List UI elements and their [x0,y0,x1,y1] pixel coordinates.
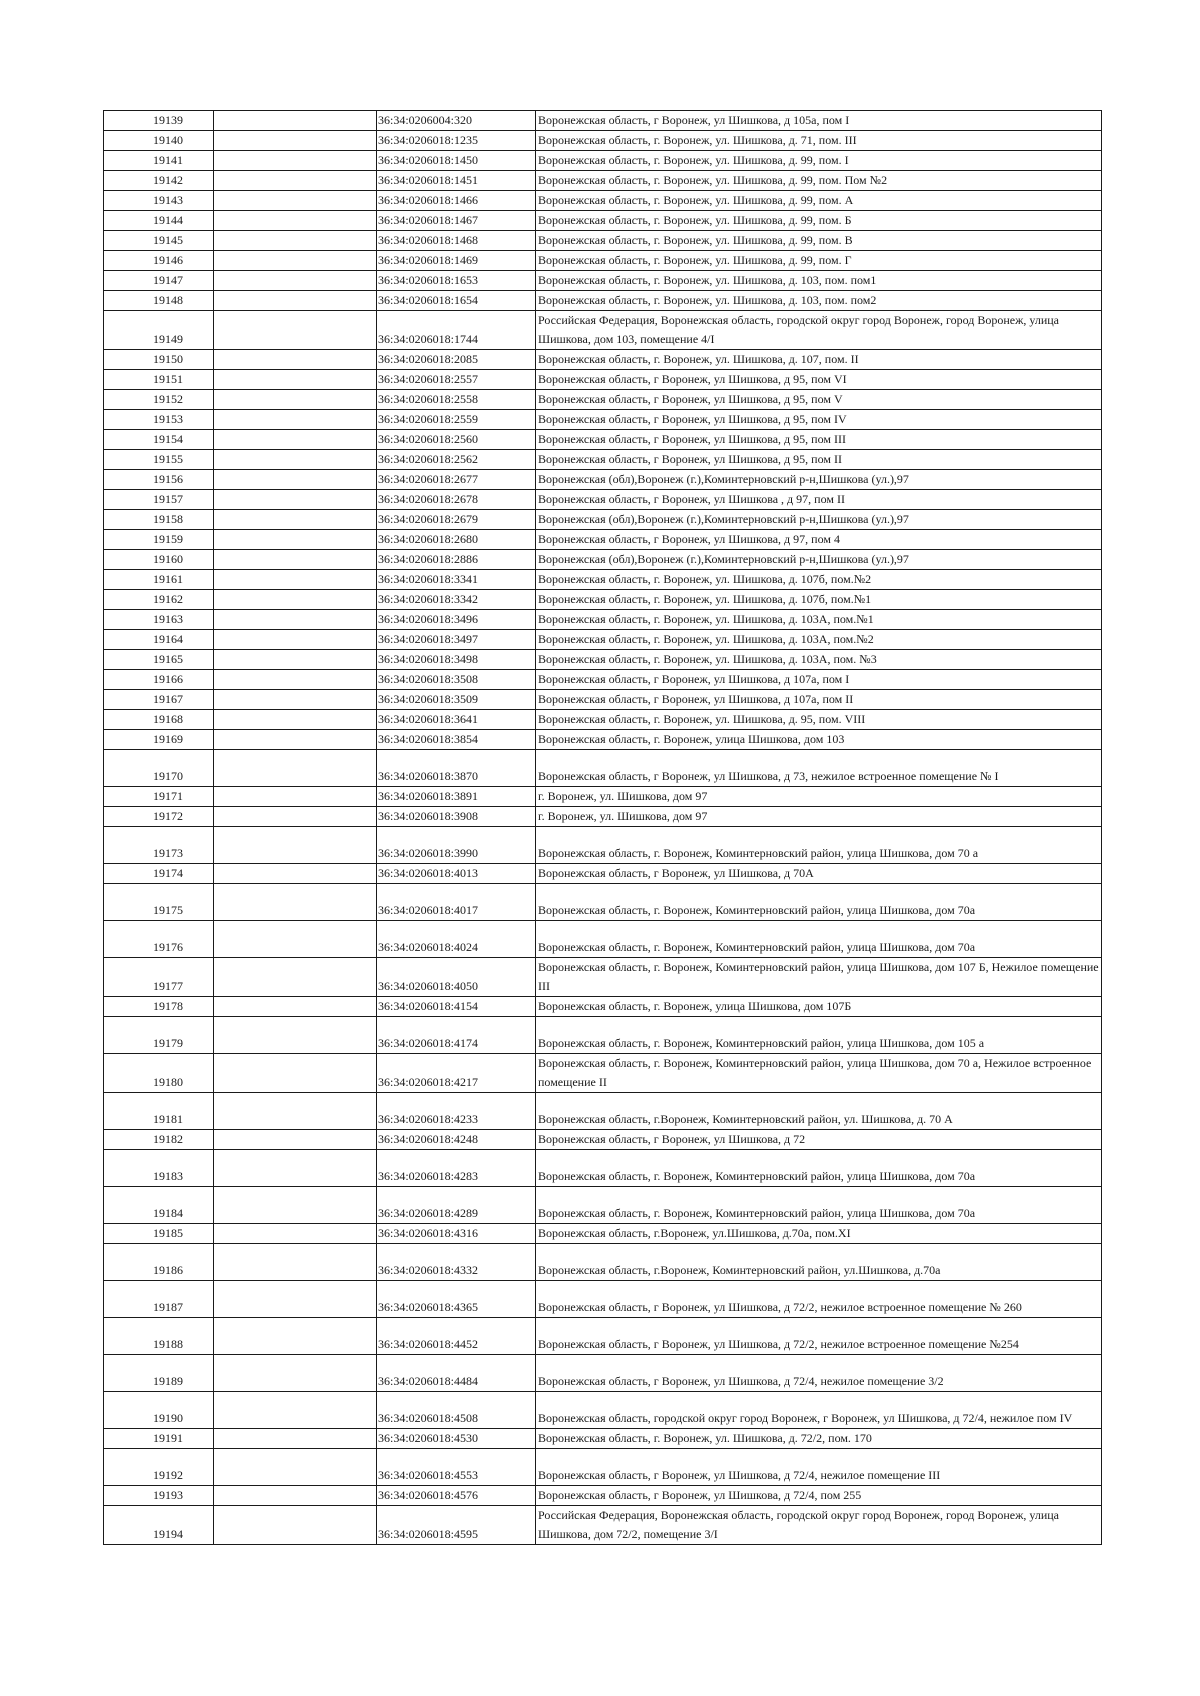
row-number-cell: 19176 [104,921,214,958]
address-cell: Воронежская область, г. Воронеж, Коминтерновский район, улица Шишкова, дом 70 а [536,827,1102,864]
row-number-cell: 19157 [104,490,214,510]
row-number-cell: 19192 [104,1449,214,1486]
address-cell: Воронежская область, г Воронеж, ул Шишкова, д 72/2, нежилое встроенное помещение № 260 [536,1281,1102,1318]
empty-cell [214,430,377,450]
row-number-cell: 19139 [104,111,214,131]
cadastral-number-cell: 36:34:0206018:4332 [377,1244,536,1281]
cadastral-number-cell: 36:34:0206018:3891 [377,787,536,807]
cadastral-number-cell: 36:34:0206018:1654 [377,291,536,311]
row-number-cell: 19190 [104,1392,214,1429]
table-row [104,670,1102,690]
row-number-cell: 19188 [104,1318,214,1355]
table-row [104,827,1102,864]
cadastral-number-cell: 36:34:0206018:3342 [377,590,536,610]
empty-cell [214,291,377,311]
address-cell: Воронежская область, г Воронеж, ул Шишкова, д 95, пом III [536,430,1102,450]
table-row [104,510,1102,530]
address-cell: Воронежская область, г. Воронеж, ул. Шишкова, д. 71, пом. III [536,131,1102,151]
address-cell: Воронежская область, г. Воронеж, Коминтерновский район, улица Шишкова, дом 107 Б, Нежилое помещение III [536,958,1102,997]
table-row [104,470,1102,490]
empty-cell [214,410,377,430]
empty-cell [214,997,377,1017]
address-cell: Воронежская область, г. Воронеж, ул. Шишкова, д. 103А, пом. №3 [536,650,1102,670]
table-row [104,291,1102,311]
cadastral-number-cell: 36:34:0206018:1469 [377,251,536,271]
empty-cell [214,311,377,350]
table-row [104,787,1102,807]
address-cell: Воронежская область, г. Воронеж, Коминтерновский район, улица Шишкова, дом 70 а, Нежилое встроенное помещение II [536,1054,1102,1093]
address-cell: г. Воронеж, ул. Шишкова, дом 97 [536,807,1102,827]
table-row [104,271,1102,291]
row-number-cell: 19181 [104,1093,214,1130]
row-number-cell: 19185 [104,1224,214,1244]
empty-cell [214,1506,377,1545]
cadastral-number-cell: 36:34:0206018:1467 [377,211,536,231]
cadastral-number-cell: 36:34:0206018:4217 [377,1054,536,1093]
address-cell: Воронежская область, г.Воронеж, Коминтерновский район, ул. Шишкова, д. 70 А [536,1093,1102,1130]
cadastral-number-cell: 36:34:0206018:3508 [377,670,536,690]
address-cell: Воронежская область, г. Воронеж, ул. Шишкова, д. 99, пом. I [536,151,1102,171]
table-row [104,111,1102,131]
table-row [104,550,1102,570]
row-number-cell: 19191 [104,1429,214,1449]
row-number-cell: 19162 [104,590,214,610]
address-cell: Воронежская область, г. Воронеж, Коминтерновский район, улица Шишкова, дом 105 а [536,1017,1102,1054]
cadastral-number-cell: 36:34:0206018:2559 [377,410,536,430]
row-number-cell: 19148 [104,291,214,311]
table-row [104,131,1102,151]
table-row [104,650,1102,670]
empty-cell [214,650,377,670]
empty-cell [214,787,377,807]
row-number-cell: 19158 [104,510,214,530]
row-number-cell: 19165 [104,650,214,670]
address-cell: Российская Федерация, Воронежская область, городской округ город Воронеж, город Воронеж, улица Шишкова, дом 72/2, помещение 3/I [536,1506,1102,1545]
table-row [104,1392,1102,1429]
empty-cell [214,1486,377,1506]
address-cell: Воронежская область, г Воронеж, ул Шишкова, д 70А [536,864,1102,884]
cadastral-number-cell: 36:34:0206018:4283 [377,1150,536,1187]
empty-cell [214,131,377,151]
cadastral-number-cell: 36:34:0206018:4289 [377,1187,536,1224]
cadastral-number-cell: 36:34:0206018:4553 [377,1449,536,1486]
empty-cell [214,1224,377,1244]
cadastral-number-cell: 36:34:0206004:320 [377,111,536,131]
cadastral-number-cell: 36:34:0206018:4050 [377,958,536,997]
table-row [104,171,1102,191]
address-cell: Воронежская область, г Воронеж, ул Шишкова, д 97, пом 4 [536,530,1102,550]
address-cell: Воронежская область, г Воронеж, ул Шишкова, д 72/4, нежилое помещение III [536,1449,1102,1486]
table-row [104,1244,1102,1281]
empty-cell [214,151,377,171]
address-cell: Воронежская область, г Воронеж, ул Шишкова , д 97, пом II [536,490,1102,510]
address-cell: Воронежская (обл),Воронеж (г.),Коминтерновский р-н,Шишкова (ул.),97 [536,470,1102,490]
empty-cell [214,1093,377,1130]
cadastral-number-cell: 36:34:0206018:4316 [377,1224,536,1244]
empty-cell [214,1244,377,1281]
empty-cell [214,550,377,570]
row-number-cell: 19174 [104,864,214,884]
cadastral-number-cell: 36:34:0206018:2886 [377,550,536,570]
table-row [104,1355,1102,1392]
empty-cell [214,1281,377,1318]
address-cell: Воронежская область, г Воронеж, ул Шишкова, д 95, пом V [536,390,1102,410]
address-cell: Воронежская область, г Воронеж, ул Шишкова, д 72 [536,1130,1102,1150]
table-row [104,430,1102,450]
row-number-cell: 19189 [104,1355,214,1392]
cadastral-number-cell: 36:34:0206018:4174 [377,1017,536,1054]
table-row [104,311,1102,350]
address-cell: Воронежская область, г. Воронеж, ул. Шишкова, д. 99, пом. Г [536,251,1102,271]
table-row [104,1486,1102,1506]
row-number-cell: 19140 [104,131,214,151]
address-cell: Воронежская область, г. Воронеж, ул. Шишкова, д. 107, пом. II [536,350,1102,370]
registry-table [103,110,1102,1545]
cadastral-number-cell: 36:34:0206018:2680 [377,530,536,550]
empty-cell [214,570,377,590]
row-number-cell: 19141 [104,151,214,171]
cadastral-number-cell: 36:34:0206018:2560 [377,430,536,450]
empty-cell [214,111,377,131]
cadastral-number-cell: 36:34:0206018:4233 [377,1093,536,1130]
table-row [104,690,1102,710]
row-number-cell: 19183 [104,1150,214,1187]
cadastral-number-cell: 36:34:0206018:3641 [377,710,536,730]
table-row [104,1281,1102,1318]
empty-cell [214,171,377,191]
address-cell: Воронежская область, г Воронеж, ул Шишкова, д 72/4, пом 255 [536,1486,1102,1506]
address-cell: Воронежская область, г Воронеж, ул Шишкова, д 107а, пом I [536,670,1102,690]
row-number-cell: 19144 [104,211,214,231]
address-cell: Воронежская область, г. Воронеж, Коминтерновский район, улица Шишкова, дом 70а [536,921,1102,958]
address-cell: Воронежская область, г. Воронеж, Коминтерновский район, улица Шишкова, дом 70а [536,884,1102,921]
row-number-cell: 19159 [104,530,214,550]
table-row [104,570,1102,590]
empty-cell [214,1449,377,1486]
empty-cell [214,921,377,958]
empty-cell [214,191,377,211]
row-number-cell: 19145 [104,231,214,251]
table-row [104,350,1102,370]
table-row [104,590,1102,610]
cadastral-number-cell: 36:34:0206018:4452 [377,1318,536,1355]
cadastral-number-cell: 36:34:0206018:1468 [377,231,536,251]
row-number-cell: 19184 [104,1187,214,1224]
cadastral-number-cell: 36:34:0206018:3496 [377,610,536,630]
table-row [104,1150,1102,1187]
address-cell: Воронежская область, г Воронеж, ул Шишкова, д 72/2, нежилое встроенное помещение №254 [536,1318,1102,1355]
address-cell: Воронежская область, г Воронеж, ул Шишкова, д 95, пом VI [536,370,1102,390]
table-row [104,1017,1102,1054]
address-cell: Воронежская (обл),Воронеж (г.),Коминтерновский р-н,Шишкова (ул.),97 [536,550,1102,570]
cadastral-number-cell: 36:34:0206018:2558 [377,390,536,410]
cadastral-number-cell: 36:34:0206018:1451 [377,171,536,191]
cadastral-number-cell: 36:34:0206018:1450 [377,151,536,171]
address-cell: Воронежская область, г. Воронеж, ул. Шишкова, д. 72/2, пом. 170 [536,1429,1102,1449]
empty-cell [214,730,377,750]
row-number-cell: 19170 [104,750,214,787]
cadastral-number-cell: 36:34:0206018:3498 [377,650,536,670]
empty-cell [214,530,377,550]
row-number-cell: 19143 [104,191,214,211]
table-row [104,450,1102,470]
address-cell: Воронежская область, г Воронеж, ул Шишкова, д 95, пом IV [536,410,1102,430]
row-number-cell: 19179 [104,1017,214,1054]
address-cell: Воронежская область, г. Воронеж, ул. Шишкова, д. 103, пом. пом2 [536,291,1102,311]
cadastral-number-cell: 36:34:0206018:4508 [377,1392,536,1429]
table-row [104,710,1102,730]
empty-cell [214,1392,377,1429]
row-number-cell: 19161 [104,570,214,590]
cadastral-number-cell: 36:34:0206018:1744 [377,311,536,350]
cadastral-number-cell: 36:34:0206018:4154 [377,997,536,1017]
empty-cell [214,510,377,530]
empty-cell [214,1054,377,1093]
cadastral-number-cell: 36:34:0206018:2557 [377,370,536,390]
table-row [104,251,1102,271]
table-row [104,1093,1102,1130]
address-cell: Воронежская область, г. Воронеж, Коминтерновский район, улица Шишкова, дом 70а [536,1187,1102,1224]
empty-cell [214,864,377,884]
row-number-cell: 19182 [104,1130,214,1150]
row-number-cell: 19175 [104,884,214,921]
empty-cell [214,470,377,490]
address-cell: Воронежская область, г. Воронеж, ул. Шишкова, д. 99, пом. Пом №2 [536,171,1102,191]
row-number-cell: 19166 [104,670,214,690]
table-row [104,807,1102,827]
empty-cell [214,450,377,470]
empty-cell [214,750,377,787]
table-row [104,1506,1102,1545]
cadastral-number-cell: 36:34:0206018:4530 [377,1429,536,1449]
table-row [104,1054,1102,1093]
table-row [104,151,1102,171]
row-number-cell: 19169 [104,730,214,750]
address-cell: Воронежская область, г. Воронеж, ул. Шишкова, д. 99, пом. Б [536,211,1102,231]
row-number-cell: 19150 [104,350,214,370]
address-cell: Воронежская область, г Воронеж, ул Шишкова, д 72/4, нежилое помещение 3/2 [536,1355,1102,1392]
row-number-cell: 19147 [104,271,214,291]
cadastral-number-cell: 36:34:0206018:4024 [377,921,536,958]
empty-cell [214,884,377,921]
empty-cell [214,1318,377,1355]
table-row [104,958,1102,997]
address-cell: Воронежская область, г. Воронеж, ул. Шишкова, д. 107б, пом.№1 [536,590,1102,610]
address-cell: Воронежская область, г.Воронеж, ул.Шишкова, д.70а, пом.XI [536,1224,1102,1244]
row-number-cell: 19155 [104,450,214,470]
table-row [104,884,1102,921]
row-number-cell: 19180 [104,1054,214,1093]
empty-cell [214,1355,377,1392]
empty-cell [214,251,377,271]
cadastral-number-cell: 36:34:0206018:2679 [377,510,536,530]
table-row [104,750,1102,787]
row-number-cell: 19178 [104,997,214,1017]
empty-cell [214,670,377,690]
address-cell: Воронежская область, г Воронеж, ул Шишкова, д 105а, пом I [536,111,1102,131]
empty-cell [214,231,377,251]
table-row [104,1429,1102,1449]
table-row [104,211,1102,231]
address-cell: Воронежская (обл),Воронеж (г.),Коминтерновский р-н,Шишкова (ул.),97 [536,510,1102,530]
row-number-cell: 19152 [104,390,214,410]
cadastral-number-cell: 36:34:0206018:1653 [377,271,536,291]
empty-cell [214,1150,377,1187]
address-cell: Воронежская область, г Воронеж, ул Шишкова, д 73, нежилое встроенное помещение № I [536,750,1102,787]
row-number-cell: 19154 [104,430,214,450]
cadastral-number-cell: 36:34:0206018:4017 [377,884,536,921]
cadastral-number-cell: 36:34:0206018:4595 [377,1506,536,1545]
cadastral-number-cell: 36:34:0206018:2678 [377,490,536,510]
row-number-cell: 19172 [104,807,214,827]
row-number-cell: 19167 [104,690,214,710]
empty-cell [214,710,377,730]
row-number-cell: 19186 [104,1244,214,1281]
registry-table-body [104,111,1102,1545]
address-cell: Воронежская область, г. Воронеж, ул. Шишкова, д. 103, пом. пом1 [536,271,1102,291]
address-cell: Воронежская область, г. Воронеж, ул. Шишкова, д. 103А, пом.№2 [536,630,1102,650]
row-number-cell: 19194 [104,1506,214,1545]
row-number-cell: 19193 [104,1486,214,1506]
address-cell: Воронежская область, городской округ город Воронеж, г Воронеж, ул Шишкова, д 72/4, нежилое пом IV [536,1392,1102,1429]
address-cell: Воронежская область, г. Воронеж, ул. Шишкова, д. 99, пом. В [536,231,1102,251]
empty-cell [214,610,377,630]
empty-cell [214,490,377,510]
table-row [104,730,1102,750]
empty-cell [214,1187,377,1224]
empty-cell [214,590,377,610]
table-row [104,1187,1102,1224]
empty-cell [214,630,377,650]
row-number-cell: 19142 [104,171,214,191]
table-row [104,530,1102,550]
address-cell: Воронежская область, г. Воронеж, ул. Шишкова, д. 107б, пом.№2 [536,570,1102,590]
table-row [104,231,1102,251]
row-number-cell: 19168 [104,710,214,730]
cadastral-number-cell: 36:34:0206018:3509 [377,690,536,710]
cadastral-number-cell: 36:34:0206018:2677 [377,470,536,490]
table-row [104,610,1102,630]
row-number-cell: 19173 [104,827,214,864]
row-number-cell: 19164 [104,630,214,650]
address-cell: Воронежская область, г. Воронеж, ул. Шишкова, д. 103А, пом.№1 [536,610,1102,630]
table-row [104,864,1102,884]
row-number-cell: 19187 [104,1281,214,1318]
cadastral-number-cell: 36:34:0206018:3341 [377,570,536,590]
empty-cell [214,390,377,410]
row-number-cell: 19156 [104,470,214,490]
table-row [104,997,1102,1017]
row-number-cell: 19163 [104,610,214,630]
cadastral-number-cell: 36:34:0206018:3854 [377,730,536,750]
cadastral-number-cell: 36:34:0206018:4576 [377,1486,536,1506]
empty-cell [214,958,377,997]
cadastral-number-cell: 36:34:0206018:2562 [377,450,536,470]
table-row [104,1449,1102,1486]
empty-cell [214,211,377,231]
table-row [104,1224,1102,1244]
cadastral-number-cell: 36:34:0206018:4013 [377,864,536,884]
row-number-cell: 19146 [104,251,214,271]
table-row [104,490,1102,510]
empty-cell [214,1429,377,1449]
table-row [104,1318,1102,1355]
address-cell: г. Воронеж, ул. Шишкова, дом 97 [536,787,1102,807]
cadastral-number-cell: 36:34:0206018:4365 [377,1281,536,1318]
row-number-cell: 19153 [104,410,214,430]
row-number-cell: 19171 [104,787,214,807]
empty-cell [214,807,377,827]
cadastral-number-cell: 36:34:0206018:3870 [377,750,536,787]
table-row [104,390,1102,410]
row-number-cell: 19177 [104,958,214,997]
address-cell: Воронежская область, г Воронеж, ул Шишкова, д 107а, пом II [536,690,1102,710]
address-cell: Воронежская область, г. Воронеж, ул. Шишкова, д. 99, пом. А [536,191,1102,211]
empty-cell [214,1130,377,1150]
empty-cell [214,370,377,390]
empty-cell [214,350,377,370]
row-number-cell: 19160 [104,550,214,570]
row-number-cell: 19151 [104,370,214,390]
empty-cell [214,827,377,864]
address-cell: Воронежская область, г. Воронеж, улица Шишкова, дом 103 [536,730,1102,750]
address-cell: Воронежская область, г.Воронеж, Коминтерновский район, ул.Шишкова, д.70а [536,1244,1102,1281]
cadastral-number-cell: 36:34:0206018:4484 [377,1355,536,1392]
table-row [104,191,1102,211]
cadastral-number-cell: 36:34:0206018:2085 [377,350,536,370]
cadastral-number-cell: 36:34:0206018:1235 [377,131,536,151]
cadastral-number-cell: 36:34:0206018:3908 [377,807,536,827]
address-cell: Воронежская область, г. Воронеж, улица Шишкова, дом 107Б [536,997,1102,1017]
table-row [104,410,1102,430]
table-row [104,1130,1102,1150]
address-cell: Воронежская область, г Воронеж, ул Шишкова, д 95, пом II [536,450,1102,470]
table-row [104,921,1102,958]
table-row [104,370,1102,390]
row-number-cell: 19149 [104,311,214,350]
cadastral-number-cell: 36:34:0206018:3497 [377,630,536,650]
address-cell: Российская Федерация, Воронежская область, городской округ город Воронеж, город Воронеж, улица Шишкова, дом 103, помещение 4/I [536,311,1102,350]
empty-cell [214,1017,377,1054]
empty-cell [214,690,377,710]
cadastral-number-cell: 36:34:0206018:4248 [377,1130,536,1150]
cadastral-number-cell: 36:34:0206018:1466 [377,191,536,211]
address-cell: Воронежская область, г. Воронеж, ул. Шишкова, д. 95, пом. VIII [536,710,1102,730]
address-cell: Воронежская область, г. Воронеж, Коминтерновский район, улица Шишкова, дом 70а [536,1150,1102,1187]
empty-cell [214,271,377,291]
table-row [104,630,1102,650]
cadastral-number-cell: 36:34:0206018:3990 [377,827,536,864]
